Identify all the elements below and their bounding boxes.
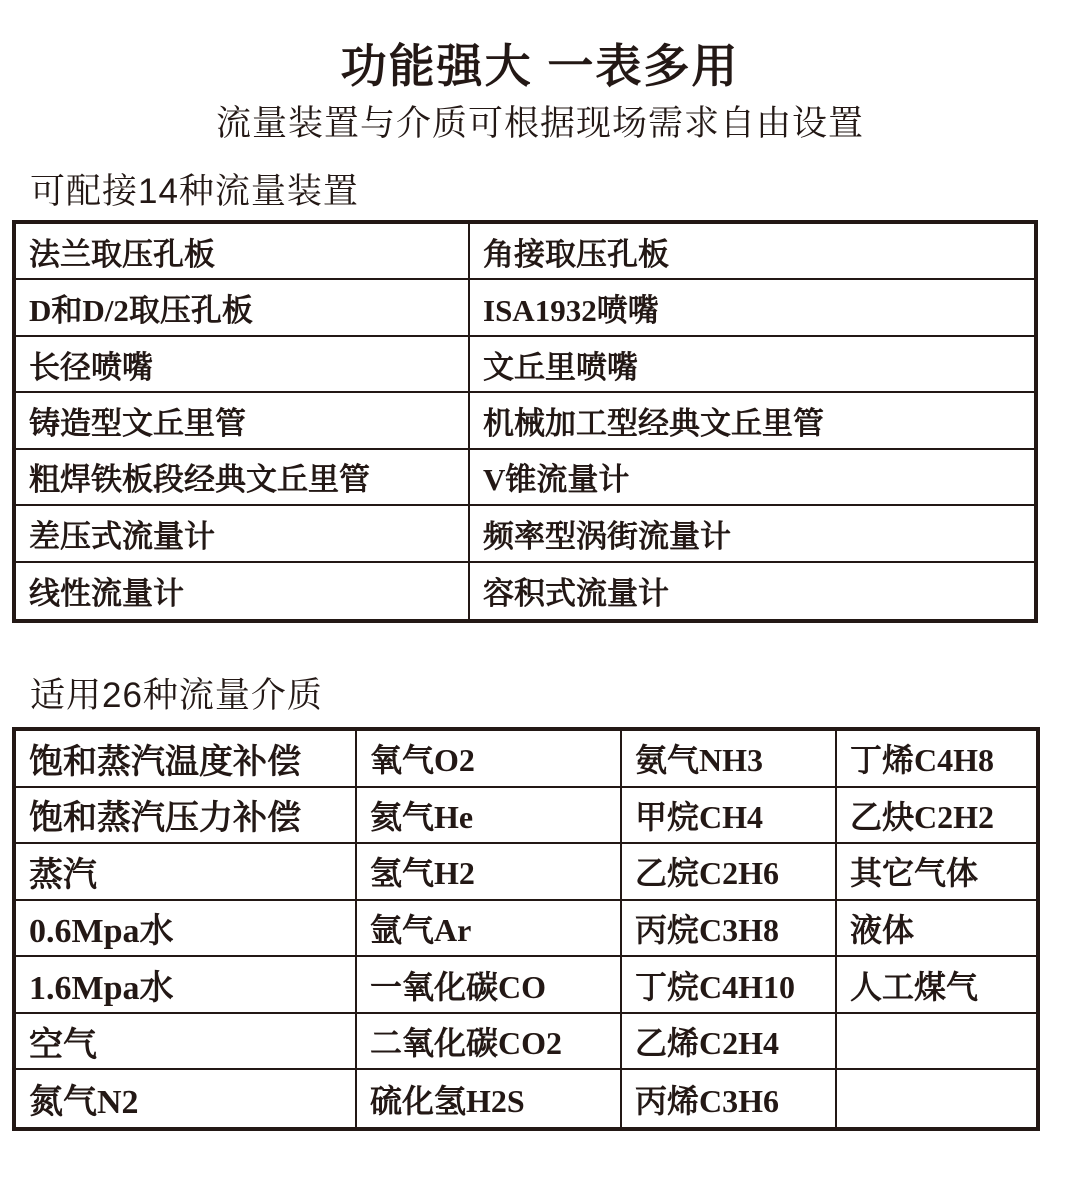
table-cell: 氮气N2: [16, 1070, 357, 1127]
section-heading-flow-media: 适用26种流量介质: [30, 676, 323, 715]
table-cell: V锥流量计: [470, 450, 1034, 506]
table-cell: 硫化氢H2S: [357, 1070, 622, 1127]
table-cell: 乙烷C2H6: [622, 844, 837, 901]
table-cell: 甲烷CH4: [622, 788, 837, 845]
table-cell: 频率型涡街流量计: [470, 506, 1034, 562]
table-cell: 人工煤气: [837, 957, 1036, 1014]
table-cell: 粗焊铁板段经典文丘里管: [16, 450, 470, 506]
flow-devices-table: [12, 220, 1038, 623]
table-cell: 丁烷C4H10: [622, 957, 837, 1014]
table-cell: ISA1932喷嘴: [470, 280, 1034, 336]
table-cell: 丙烯C3H6: [622, 1070, 837, 1127]
table-cell: 其它气体: [837, 844, 1036, 901]
table-cell: 1.6Mpa水: [16, 957, 357, 1014]
table-cell: 乙炔C2H2: [837, 788, 1036, 845]
page-title: 功能强大 一表多用: [340, 40, 740, 92]
section-heading-flow-devices: 可配接14种流量装置: [30, 172, 359, 211]
table-cell: 长径喷嘴: [16, 337, 470, 393]
table-cell: 二氧化碳CO2: [357, 1014, 622, 1071]
table-cell: 氦气He: [357, 788, 622, 845]
table-cell: 空气: [16, 1014, 357, 1071]
table-cell: 丁烯C4H8: [837, 731, 1036, 788]
table-cell: D和D/2取压孔板: [16, 280, 470, 336]
table-cell: 饱和蒸汽温度补偿: [16, 731, 357, 788]
table-cell: 氧气O2: [357, 731, 622, 788]
table-cell: 铸造型文丘里管: [16, 393, 470, 449]
table-cell: [837, 1070, 1036, 1127]
table-cell: 液体: [837, 901, 1036, 958]
table-cell: 线性流量计: [16, 563, 470, 619]
table-cell: 差压式流量计: [16, 506, 470, 562]
table-cell: 0.6Mpa水: [16, 901, 357, 958]
table-cell: 角接取压孔板: [470, 224, 1034, 280]
flow-media-table: [12, 727, 1040, 1131]
table-cell: 氢气H2: [357, 844, 622, 901]
page-subtitle: 流量装置与介质可根据现场需求自由设置: [215, 104, 864, 143]
table-cell: 文丘里喷嘴: [470, 337, 1034, 393]
table-cell: 氨气NH3: [622, 731, 837, 788]
table-cell: 乙烯C2H4: [622, 1014, 837, 1071]
table-cell: 容积式流量计: [483, 576, 669, 612]
table-cell: 蒸汽: [16, 844, 357, 901]
table-cell: 一氧化碳CO: [357, 957, 622, 1014]
table-cell: 丙烷C3H8: [622, 901, 837, 958]
table-cell: 饱和蒸汽压力补偿: [16, 788, 357, 845]
table-cell: 机械加工型经典文丘里管: [470, 393, 1034, 449]
table-cell: [837, 1014, 1036, 1071]
table-cell: 氩气Ar: [357, 901, 622, 958]
table-cell: 法兰取压孔板: [16, 224, 470, 280]
